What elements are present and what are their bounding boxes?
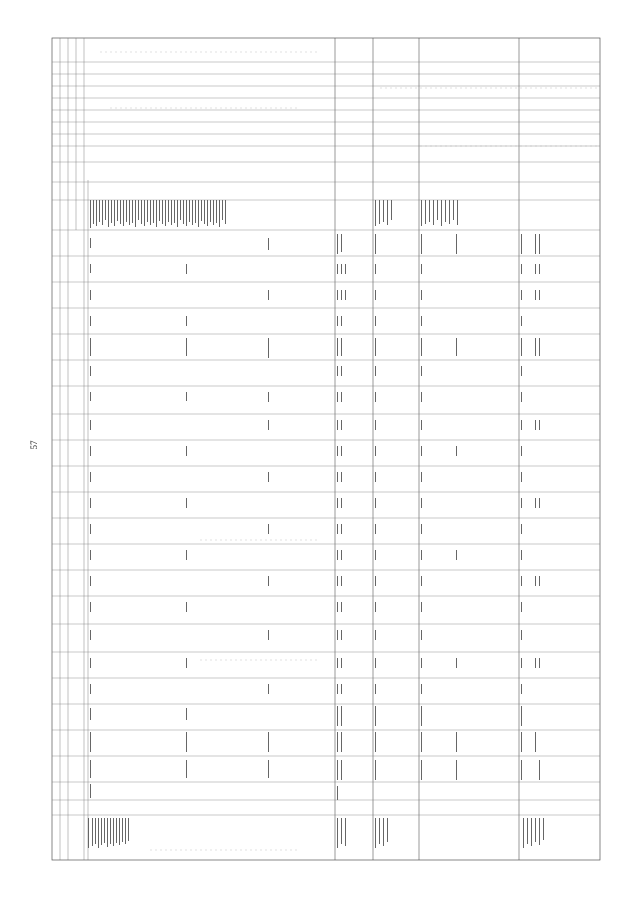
- cell-text-marks: [88, 200, 544, 848]
- scan-artifacts: [100, 52, 600, 850]
- column-separators: [52, 62, 600, 815]
- row-separators: [335, 38, 519, 860]
- page-number: 57: [29, 440, 39, 450]
- table-frame: [52, 38, 600, 860]
- table-header: [60, 38, 88, 860]
